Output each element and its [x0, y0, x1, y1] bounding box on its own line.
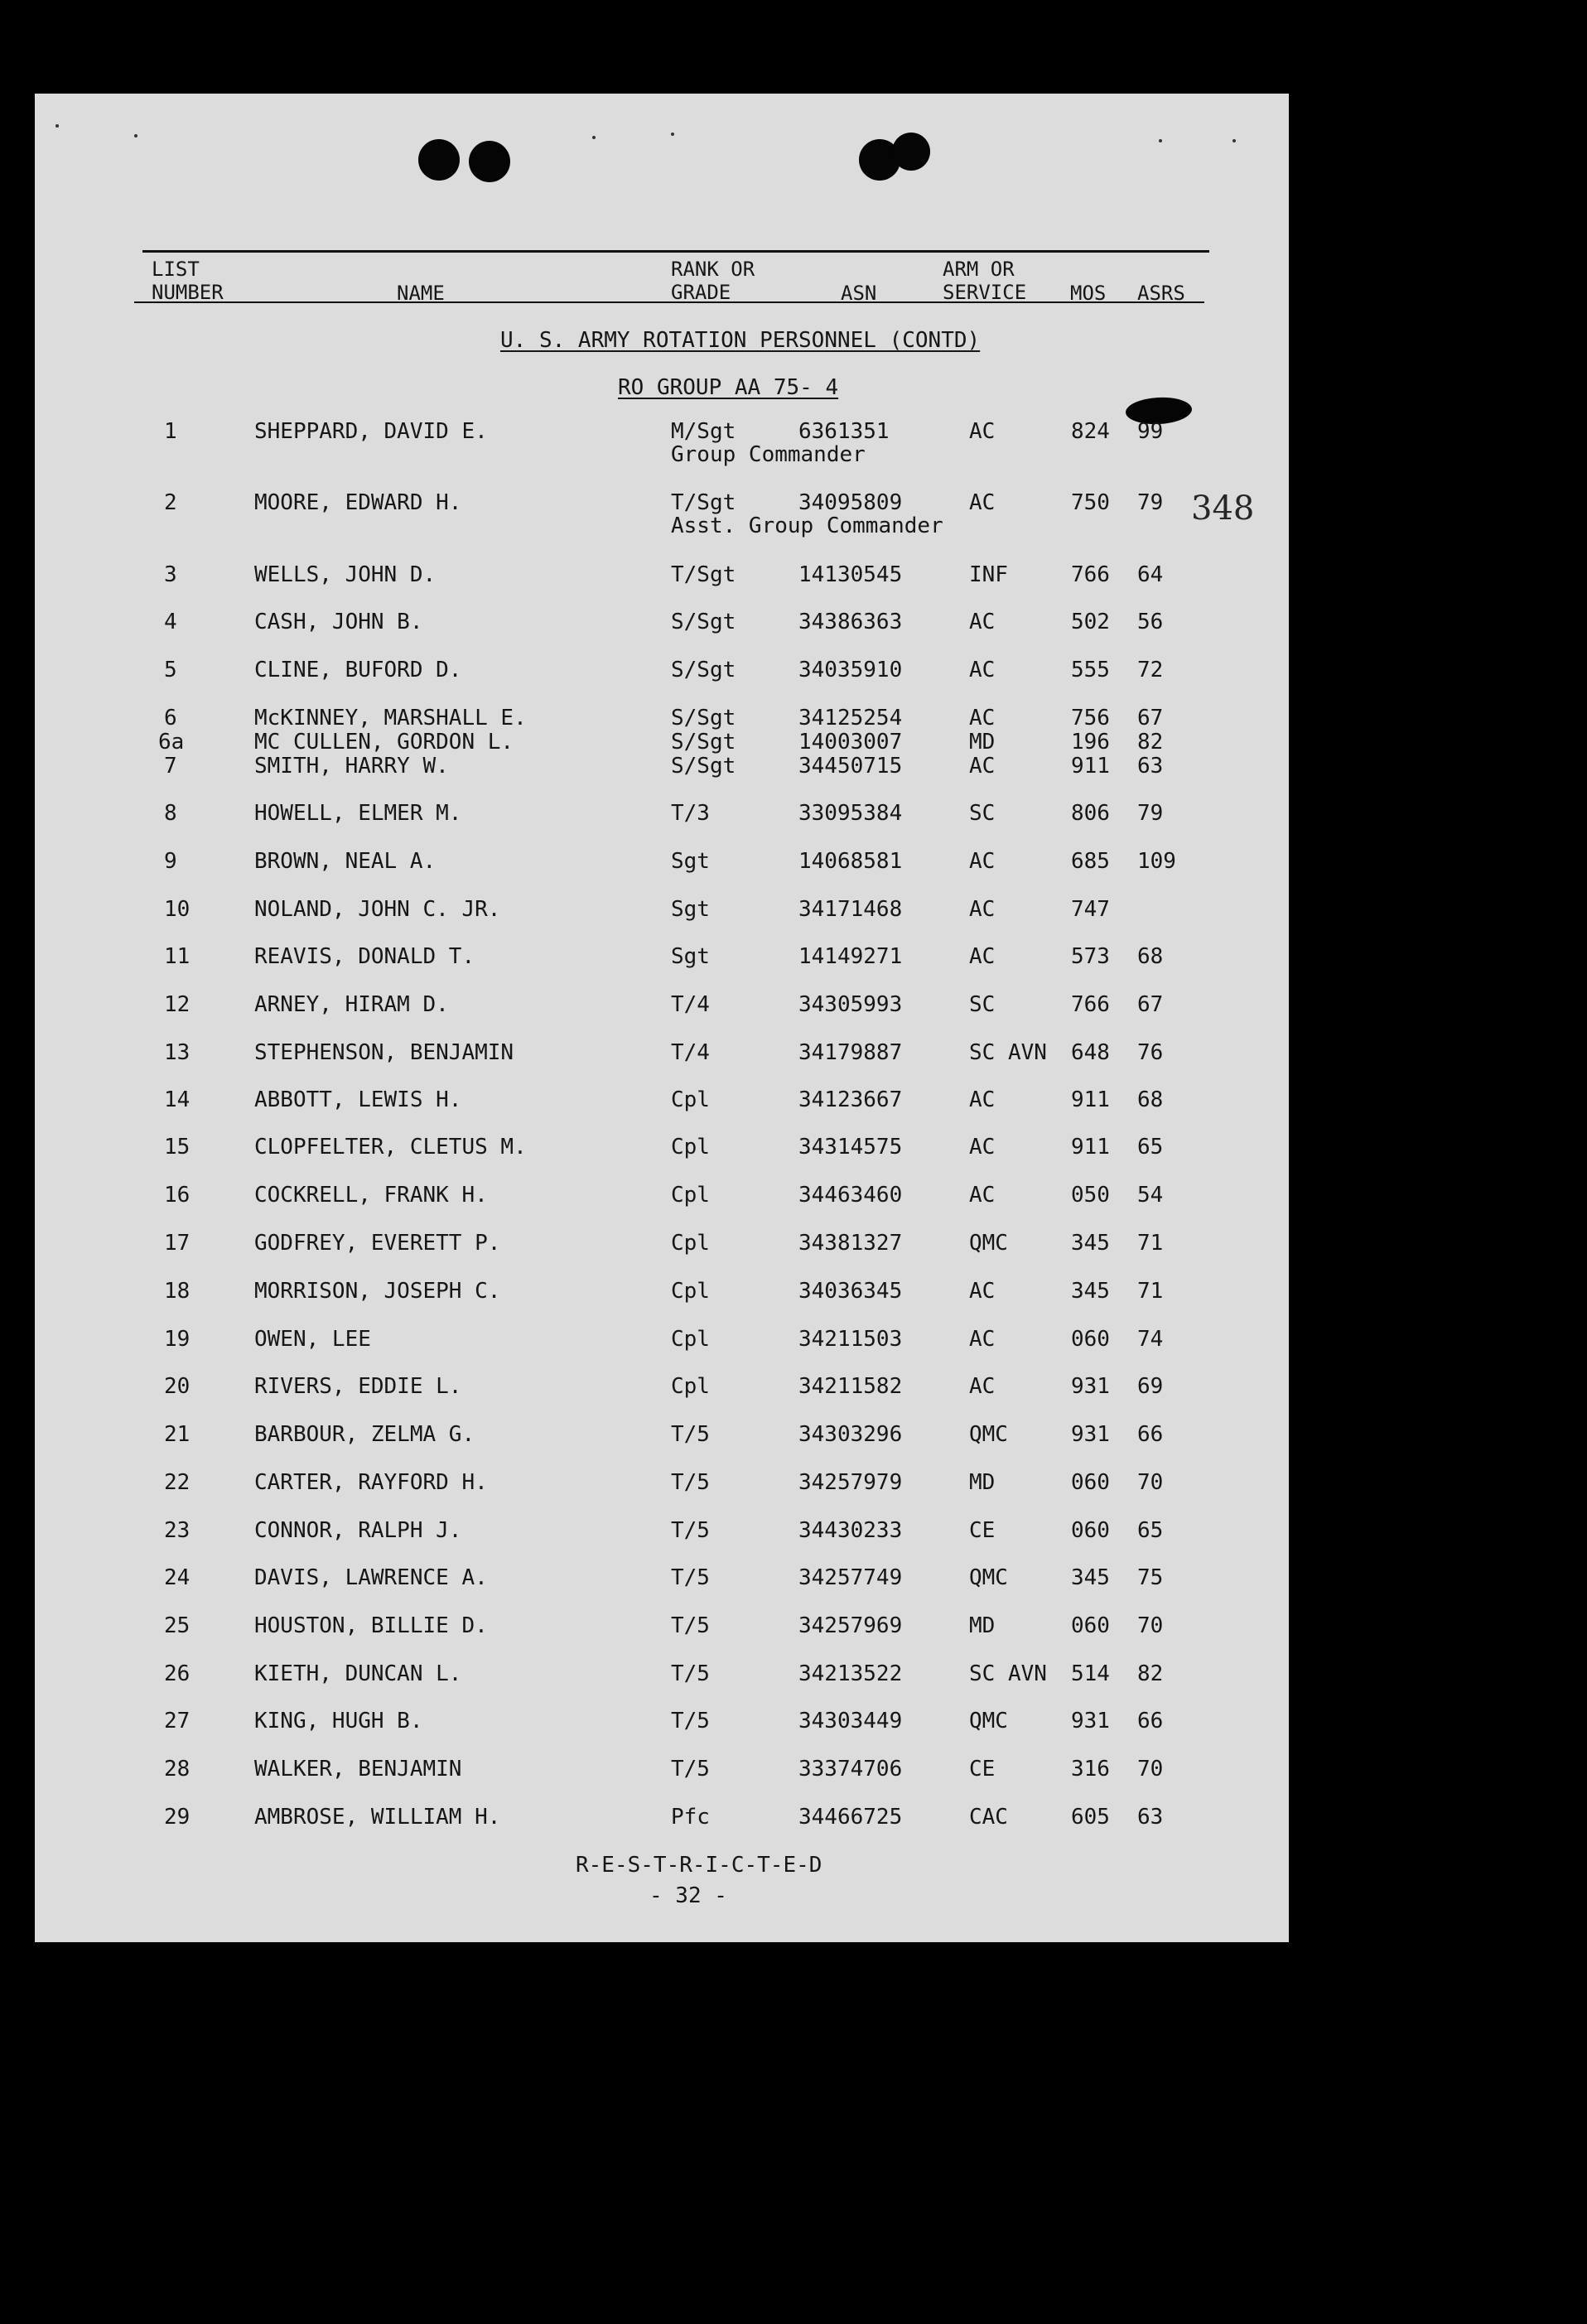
asn: 34257969	[798, 1613, 903, 1638]
rank: S/Sgt	[671, 730, 736, 755]
person-name: KING, HUGH B.	[254, 1709, 423, 1733]
arm-or-service: AC	[969, 944, 996, 969]
mos: 555	[1071, 658, 1110, 682]
row-note: Group Commander	[671, 442, 866, 467]
mos: 060	[1071, 1518, 1110, 1543]
person-name: REAVIS, DONALD T.	[254, 944, 475, 969]
arm-or-service: MD	[969, 730, 996, 755]
header-top-rule	[142, 250, 1209, 253]
rank: Cpl	[671, 1374, 710, 1399]
mos: 931	[1071, 1374, 1110, 1399]
asrs: 71	[1137, 1231, 1164, 1256]
list-number: 6	[164, 706, 177, 730]
list-number: 16	[164, 1183, 191, 1208]
asn: 34303296	[798, 1422, 903, 1447]
arm-or-service: AC	[969, 1327, 996, 1352]
rank: T/4	[671, 992, 710, 1017]
arm-or-service: AC	[969, 610, 996, 634]
list-number: 20	[164, 1374, 191, 1399]
arm-or-service: AC	[969, 706, 996, 730]
rank-header: RANK OR GRADE	[671, 258, 755, 304]
mos: 196	[1071, 730, 1110, 755]
arm-or-service: AC	[969, 1135, 996, 1160]
asrs: 109	[1137, 849, 1176, 874]
asn: 34381327	[798, 1231, 903, 1256]
asn-header: ASN	[841, 282, 877, 305]
rank: T/5	[671, 1565, 710, 1590]
rank: Sgt	[671, 897, 710, 922]
asrs: 70	[1137, 1470, 1164, 1495]
mos: 648	[1071, 1040, 1110, 1065]
list-number: 11	[164, 944, 191, 969]
rank: S/Sgt	[671, 610, 736, 634]
mos: 060	[1071, 1470, 1110, 1495]
row-note: Asst. Group Commander	[671, 513, 943, 538]
header-bottom-rule	[134, 301, 1204, 303]
rank: T/5	[671, 1661, 710, 1686]
person-name: CARTER, RAYFORD H.	[254, 1470, 488, 1495]
person-name: WALKER, BENJAMIN	[254, 1757, 462, 1782]
asn: 34257979	[798, 1470, 903, 1495]
rank: Cpl	[671, 1135, 710, 1160]
list-number: 2	[164, 490, 177, 515]
asrs: 68	[1137, 1087, 1164, 1112]
asrs: 66	[1137, 1709, 1164, 1733]
arm-or-service: SC	[969, 801, 996, 826]
rank: T/Sgt	[671, 562, 736, 587]
mos: 911	[1071, 1087, 1110, 1112]
mos: 931	[1071, 1709, 1110, 1733]
rank: Cpl	[671, 1327, 710, 1352]
rank: Cpl	[671, 1279, 710, 1304]
asn: 34171468	[798, 897, 903, 922]
list-number: 5	[164, 658, 177, 682]
punch-hole	[892, 133, 930, 171]
person-name: KIETH, DUNCAN L.	[254, 1661, 462, 1686]
mos: 756	[1071, 706, 1110, 730]
arm-or-service: AC	[969, 1374, 996, 1399]
asrs: 79	[1137, 801, 1164, 826]
rank: T/4	[671, 1040, 710, 1065]
asrs: 65	[1137, 1518, 1164, 1543]
asn: 34125254	[798, 706, 903, 730]
asrs: 70	[1137, 1613, 1164, 1638]
asrs: 68	[1137, 944, 1164, 969]
arm-or-service: AC	[969, 490, 996, 515]
asn: 34303449	[798, 1709, 903, 1733]
person-name: RIVERS, EDDIE L.	[254, 1374, 462, 1399]
list-number: 6a	[158, 730, 185, 755]
list-number: 1	[164, 419, 177, 444]
arm-or-service: AC	[969, 754, 996, 779]
mos: 911	[1071, 1135, 1110, 1160]
list-number-header: LIST NUMBER	[152, 258, 224, 304]
asrs: 71	[1137, 1279, 1164, 1304]
speck	[671, 133, 674, 136]
person-name: ARNEY, HIRAM D.	[254, 992, 449, 1017]
person-name: MOORE, EDWARD H.	[254, 490, 462, 515]
rank: M/Sgt	[671, 419, 736, 444]
rank: Cpl	[671, 1231, 710, 1256]
person-name: ABBOTT, LEWIS H.	[254, 1087, 462, 1112]
restricted-label: R-E-S-T-R-I-C-T-E-D	[576, 1853, 822, 1878]
mos: 750	[1071, 490, 1110, 515]
list-number: 29	[164, 1805, 191, 1830]
asrs-header: ASRS	[1137, 282, 1185, 305]
asrs: 66	[1137, 1422, 1164, 1447]
arm-or-service: QMC	[969, 1231, 1008, 1256]
mos: 747	[1071, 897, 1110, 922]
list-number: 14	[164, 1087, 191, 1112]
rank: T/5	[671, 1709, 710, 1733]
asn: 34257749	[798, 1565, 903, 1590]
punch-hole	[418, 139, 460, 181]
asrs: 82	[1137, 1661, 1164, 1686]
rank: T/Sgt	[671, 490, 736, 515]
mos: 050	[1071, 1183, 1110, 1208]
list-number: 25	[164, 1613, 191, 1638]
person-name: HOUSTON, BILLIE D.	[254, 1613, 488, 1638]
mos: 345	[1071, 1279, 1110, 1304]
arm-or-service: AC	[969, 1087, 996, 1112]
asn: 33095384	[798, 801, 903, 826]
person-name: MC CULLEN, GORDON L.	[254, 730, 514, 755]
list-number: 3	[164, 562, 177, 587]
rank: Sgt	[671, 944, 710, 969]
person-name: GODFREY, EVERETT P.	[254, 1231, 501, 1256]
margin-number: 348	[1191, 489, 1255, 528]
person-name: MORRISON, JOSEPH C.	[254, 1279, 501, 1304]
arm-or-service: MD	[969, 1470, 996, 1495]
person-name: CONNOR, RALPH J.	[254, 1518, 462, 1543]
person-name: DAVIS, LAWRENCE A.	[254, 1565, 488, 1590]
asn: 34036345	[798, 1279, 903, 1304]
arm-or-service: INF	[969, 562, 1008, 587]
asrs: 65	[1137, 1135, 1164, 1160]
asrs: 63	[1137, 1805, 1164, 1830]
arm-or-service: QMC	[969, 1709, 1008, 1733]
asn: 34466725	[798, 1805, 903, 1830]
rank: T/5	[671, 1422, 710, 1447]
asn: 34463460	[798, 1183, 903, 1208]
mos: 766	[1071, 992, 1110, 1017]
person-name: SMITH, HARRY W.	[254, 754, 449, 779]
speck	[1159, 139, 1162, 142]
arm-or-service: AC	[969, 658, 996, 682]
asn: 34035910	[798, 658, 903, 682]
mos-header: MOS	[1070, 282, 1107, 305]
list-number: 8	[164, 801, 177, 826]
arm-or-service: AC	[969, 897, 996, 922]
person-name: McKINNEY, MARSHALL E.	[254, 706, 527, 730]
asn: 34213522	[798, 1661, 903, 1686]
mos: 806	[1071, 801, 1110, 826]
asrs: 67	[1137, 706, 1164, 730]
asn: 34386363	[798, 610, 903, 634]
mos: 060	[1071, 1327, 1110, 1352]
asn: 14003007	[798, 730, 903, 755]
rank: T/5	[671, 1757, 710, 1782]
person-name: BROWN, NEAL A.	[254, 849, 437, 874]
asn: 33374706	[798, 1757, 903, 1782]
asrs: 69	[1137, 1374, 1164, 1399]
person-name: BARBOUR, ZELMA G.	[254, 1422, 475, 1447]
group-title: RO GROUP AA 75- 4	[618, 375, 839, 400]
speck	[55, 124, 59, 128]
mos: 316	[1071, 1757, 1110, 1782]
page-number: - 32 -	[649, 1883, 727, 1908]
mos: 766	[1071, 562, 1110, 587]
rank: T/5	[671, 1470, 710, 1495]
asn: 34095809	[798, 490, 903, 515]
asn: 14149271	[798, 944, 903, 969]
asrs: 67	[1137, 992, 1164, 1017]
person-name: STEPHENSON, BENJAMIN	[254, 1040, 514, 1065]
asrs: 56	[1137, 610, 1164, 634]
person-name: HOWELL, ELMER M.	[254, 801, 462, 826]
section-title: U. S. ARMY ROTATION PERSONNEL (CONTD)	[500, 328, 981, 353]
arm-or-service: CE	[969, 1757, 996, 1782]
person-name: CLOPFELTER, CLETUS M.	[254, 1135, 527, 1160]
rank: Cpl	[671, 1183, 710, 1208]
speck	[134, 134, 137, 137]
asrs: 76	[1137, 1040, 1164, 1065]
asn: 34305993	[798, 992, 903, 1017]
asrs: 75	[1137, 1565, 1164, 1590]
name-header: NAME	[397, 282, 445, 305]
asrs: 70	[1137, 1757, 1164, 1782]
rank: Pfc	[671, 1805, 710, 1830]
person-name: SHEPPARD, DAVID E.	[254, 419, 488, 444]
list-number: 4	[164, 610, 177, 634]
list-number: 28	[164, 1757, 191, 1782]
person-name: CLINE, BUFORD D.	[254, 658, 462, 682]
arm-or-service: SC AVN	[969, 1040, 1047, 1065]
asrs: 72	[1137, 658, 1164, 682]
asn: 34211503	[798, 1327, 903, 1352]
arm-or-service: AC	[969, 1183, 996, 1208]
punch-hole	[469, 141, 510, 182]
arm-or-service: MD	[969, 1613, 996, 1638]
list-number: 19	[164, 1327, 191, 1352]
arm-header: ARM OR SERVICE	[943, 258, 1027, 304]
asn: 14068581	[798, 849, 903, 874]
rank: Sgt	[671, 849, 710, 874]
list-number: 22	[164, 1470, 191, 1495]
asn: 34123667	[798, 1087, 903, 1112]
list-number: 21	[164, 1422, 191, 1447]
mos: 345	[1071, 1565, 1110, 1590]
rank: S/Sgt	[671, 754, 736, 779]
person-name: OWEN, LEE	[254, 1327, 371, 1352]
mos: 605	[1071, 1805, 1110, 1830]
asrs: 64	[1137, 562, 1164, 587]
list-number: 12	[164, 992, 191, 1017]
list-number: 7	[164, 754, 177, 779]
asrs: 63	[1137, 754, 1164, 779]
asrs: 74	[1137, 1327, 1164, 1352]
mos: 685	[1071, 849, 1110, 874]
arm-or-service: CE	[969, 1518, 996, 1543]
arm-or-service: CAC	[969, 1805, 1008, 1830]
asn: 34179887	[798, 1040, 903, 1065]
mos: 573	[1071, 944, 1110, 969]
rank: T/5	[671, 1518, 710, 1543]
person-name: COCKRELL, FRANK H.	[254, 1183, 488, 1208]
list-number: 18	[164, 1279, 191, 1304]
arm-or-service: SC AVN	[969, 1661, 1047, 1686]
arm-or-service: AC	[969, 1279, 996, 1304]
list-number: 17	[164, 1231, 191, 1256]
list-number: 26	[164, 1661, 191, 1686]
asrs: 82	[1137, 730, 1164, 755]
list-number: 9	[164, 849, 177, 874]
asn: 34450715	[798, 754, 903, 779]
list-number: 24	[164, 1565, 191, 1590]
asrs: 79	[1137, 490, 1164, 515]
rank: S/Sgt	[671, 706, 736, 730]
mos: 502	[1071, 610, 1110, 634]
mos: 060	[1071, 1613, 1110, 1638]
speck	[592, 136, 596, 139]
asn: 34314575	[798, 1135, 903, 1160]
rank: T/3	[671, 801, 710, 826]
person-name: CASH, JOHN B.	[254, 610, 423, 634]
rank: T/5	[671, 1613, 710, 1638]
person-name: WELLS, JOHN D.	[254, 562, 437, 587]
speck	[1232, 139, 1236, 142]
person-name: NOLAND, JOHN C. JR.	[254, 897, 501, 922]
asn: 34211582	[798, 1374, 903, 1399]
rank: S/Sgt	[671, 658, 736, 682]
list-number: 27	[164, 1709, 191, 1733]
asn: 14130545	[798, 562, 903, 587]
list-number: 13	[164, 1040, 191, 1065]
person-name: AMBROSE, WILLIAM H.	[254, 1805, 501, 1830]
mos: 911	[1071, 754, 1110, 779]
mos: 931	[1071, 1422, 1110, 1447]
arm-or-service: AC	[969, 419, 996, 444]
rank: Cpl	[671, 1087, 710, 1112]
asrs: 54	[1137, 1183, 1164, 1208]
asn: 34430233	[798, 1518, 903, 1543]
list-number: 23	[164, 1518, 191, 1543]
arm-or-service: SC	[969, 992, 996, 1017]
arm-or-service: QMC	[969, 1422, 1008, 1447]
asn: 6361351	[798, 419, 890, 444]
arm-or-service: QMC	[969, 1565, 1008, 1590]
list-number: 10	[164, 897, 191, 922]
mos: 514	[1071, 1661, 1110, 1686]
arm-or-service: AC	[969, 849, 996, 874]
asrs: 99	[1137, 419, 1164, 444]
list-number: 15	[164, 1135, 191, 1160]
mos: 824	[1071, 419, 1110, 444]
mos: 345	[1071, 1231, 1110, 1256]
